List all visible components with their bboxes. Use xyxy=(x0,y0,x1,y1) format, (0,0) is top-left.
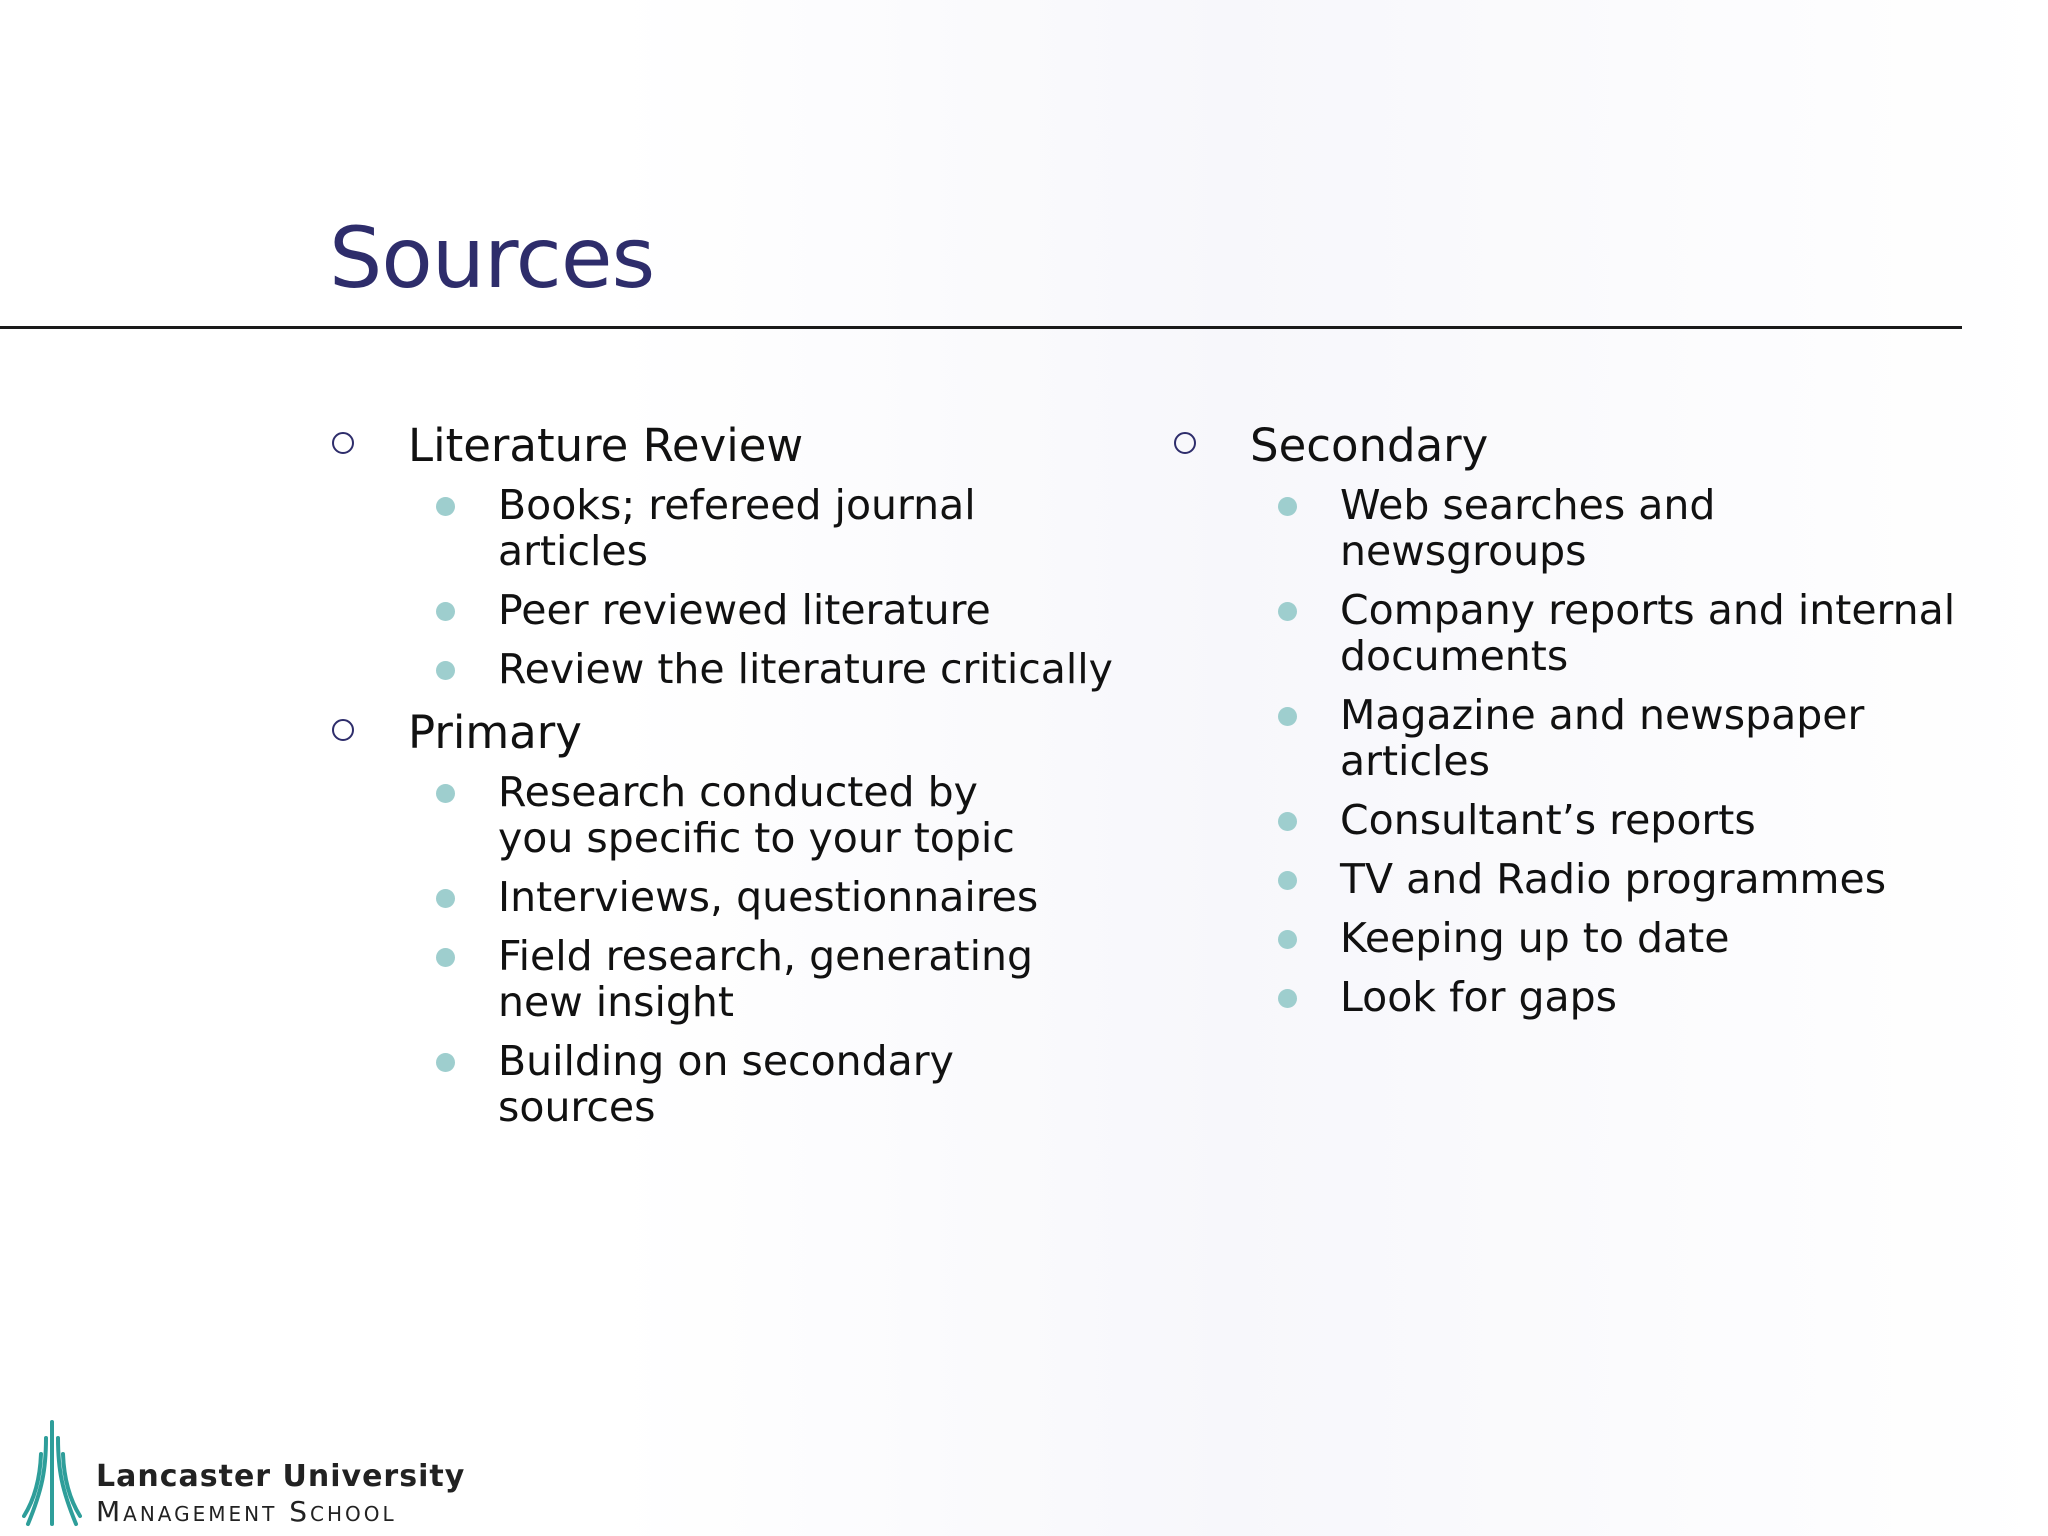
bullet-heading-text: Secondary xyxy=(1250,419,1489,472)
list-item xyxy=(332,1038,1018,1130)
lancaster-spire-icon xyxy=(22,1420,82,1530)
dot-bullet-icon xyxy=(1278,871,1297,890)
logo-text-university: Lancaster University xyxy=(96,1459,466,1494)
dot-bullet-icon xyxy=(436,889,455,908)
list-item xyxy=(1174,974,1974,1020)
list-item xyxy=(1174,797,1974,843)
list-item-text: Company reports and internal documents xyxy=(1340,586,1956,680)
right-column xyxy=(1174,418,1974,1033)
dot-bullet-icon xyxy=(436,1053,455,1072)
list-item-text: Peer reviewed literature xyxy=(498,586,991,634)
dot-bullet-icon xyxy=(436,497,455,516)
list-item xyxy=(1174,482,1780,574)
list-item xyxy=(332,482,1018,574)
bullet-heading-secondary xyxy=(1174,418,1974,474)
list-item xyxy=(332,587,1132,633)
sub-bullet-list xyxy=(332,482,1132,692)
bullet-heading-text: Primary xyxy=(408,706,582,759)
list-item xyxy=(332,874,1132,920)
left-column xyxy=(332,418,1132,1143)
list-item xyxy=(1174,692,1900,784)
dot-bullet-icon xyxy=(1278,497,1297,516)
hollow-circle-bullet-icon xyxy=(332,719,354,741)
title-divider xyxy=(0,326,1962,329)
list-item-text: Web searches and newsgroups xyxy=(1340,481,1716,575)
dot-bullet-icon xyxy=(436,602,455,621)
dot-bullet-icon xyxy=(436,661,455,680)
dot-bullet-icon xyxy=(436,784,455,803)
logo-text-school: Management School xyxy=(96,1495,397,1528)
list-item-text: Look for gaps xyxy=(1340,973,1618,1021)
dot-bullet-icon xyxy=(436,948,455,967)
list-item-text: Review the literature critically xyxy=(498,645,1113,693)
list-item xyxy=(332,646,1132,692)
lancaster-logo xyxy=(22,1420,502,1530)
list-item-text: Books; refereed journal articles xyxy=(498,481,976,575)
slide-title: Sources xyxy=(329,209,655,307)
bullet-heading-text: Literature Review xyxy=(408,419,804,472)
list-item xyxy=(1174,856,1974,902)
list-item-text: TV and Radio programmes xyxy=(1340,855,1887,903)
dot-bullet-icon xyxy=(1278,707,1297,726)
list-item-text: Consultant’s reports xyxy=(1340,796,1756,844)
list-item xyxy=(1174,915,1974,961)
list-item xyxy=(332,769,1058,861)
bullet-heading-literature-review xyxy=(332,418,1132,474)
dot-bullet-icon xyxy=(1278,602,1297,621)
list-item-text: Interviews, questionnaires xyxy=(498,873,1039,921)
list-item xyxy=(332,933,1058,1025)
hollow-circle-bullet-icon xyxy=(332,432,354,454)
list-item-text: Building on secondary sources xyxy=(498,1037,954,1131)
list-item-text: Field research, generating new insight xyxy=(498,932,1034,1026)
hollow-circle-bullet-icon xyxy=(1174,432,1196,454)
dot-bullet-icon xyxy=(1278,812,1297,831)
list-item-text: Keeping up to date xyxy=(1340,914,1730,962)
list-item xyxy=(1174,587,2000,679)
dot-bullet-icon xyxy=(1278,989,1297,1008)
list-item-text: Magazine and newspaper articles xyxy=(1340,691,1865,785)
sub-bullet-list xyxy=(332,769,1132,1130)
list-item-text: Research conducted by you specific to your topic xyxy=(498,768,1015,862)
bullet-heading-primary xyxy=(332,705,1132,761)
dot-bullet-icon xyxy=(1278,930,1297,949)
sub-bullet-list xyxy=(1174,482,1974,1020)
